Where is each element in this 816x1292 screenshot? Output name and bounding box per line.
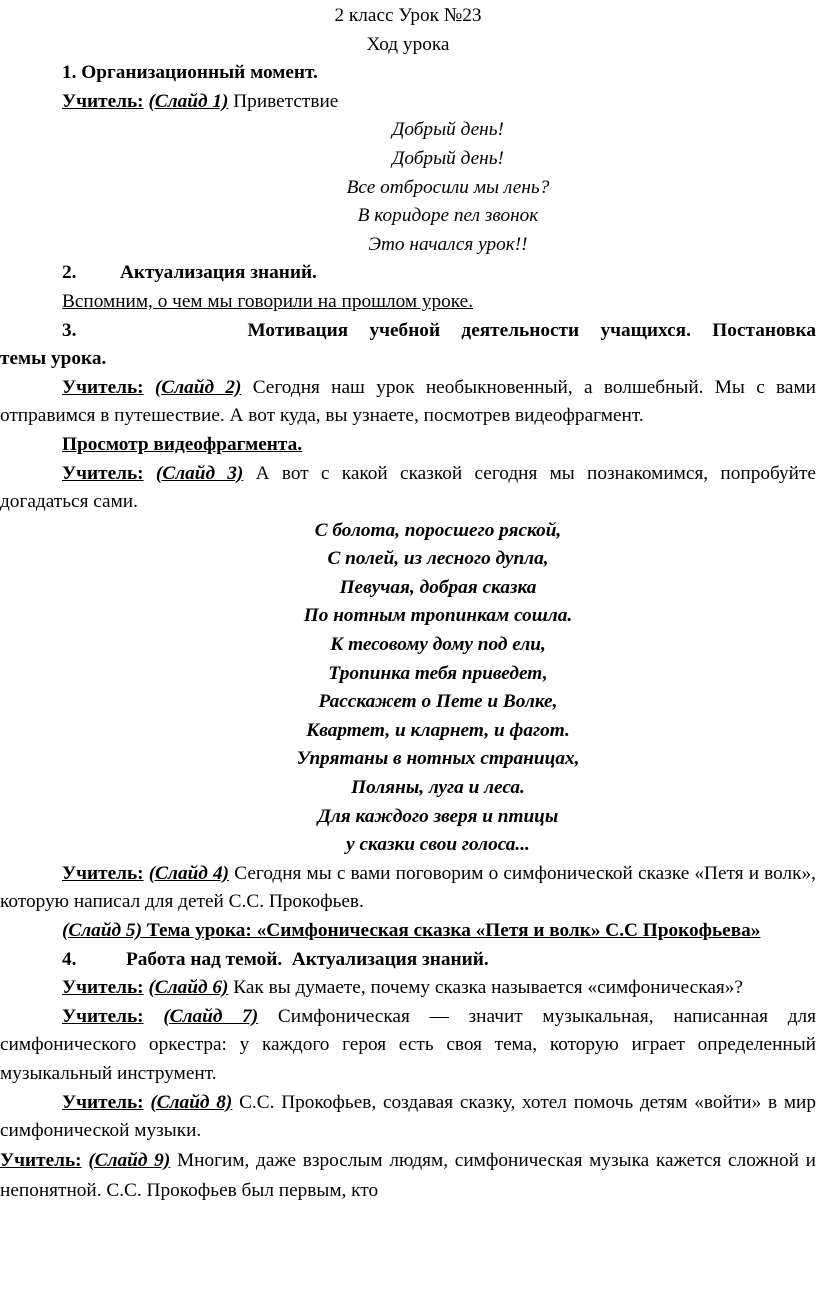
paragraph-slide-2 [0,374,816,431]
teacher-label: Учитель: [62,1005,144,1027]
poem-line: Певучая, добрая сказка [339,576,537,598]
poem-line: Расскажет о Пете и Волке, [318,691,558,713]
document-title: 2 класс Урок №23 [334,5,482,26]
section-3-heading-line2: темы урока. [0,348,107,370]
poem-line: С полей, из лесного дупла, [327,548,549,570]
slide-ref: (Слайд 5) [62,920,142,941]
section-4-number: 4. [62,948,77,970]
section-1-number: 1. [62,62,77,84]
paragraph-slide-3 [0,460,816,517]
paragraph-text: Симфоническая — значит музыкальная, написанная для симфонического оркестра: у каждого героя есть своя тема, которую играет определенный музыкальный инструмент. [0,1005,816,1084]
slide-ref: (Слайд 9) [88,1149,171,1171]
paragraph-slide-1 [0,88,816,117]
poem-line: По нотным тропинкам сошла. [303,605,573,627]
section-4-heading [0,946,816,975]
paragraph-slide-6 [0,974,816,1003]
underlined-line: Вспомним, о чем мы говорили на прошлом уроке. [62,290,474,312]
slide-ref: (Слайд 4) [148,862,230,884]
paragraph-text: Многим, даже взрослым людям, симфоническая музыка кажется сложной и непонятной. С.С. Прокофьев был первым, кто [0,1149,816,1201]
paragraph-slide-5 [0,917,816,946]
paragraph-text: Как вы думаете, почему сказка называется «симфоническая»? [228,977,743,999]
section-4-title: Работа над темой. Актуализация знаний. [126,948,489,970]
section-2-title: Актуализация знаний. [120,262,317,284]
lesson-topic: Тема урока: «Симфоническая сказка «Петя и волк» С.С Прокофьева» [142,920,761,941]
paragraph-text: Сегодня наш урок необыкновенный, а волшебный. Мы с вами отправимся в путешествие. А вот куда, вы узнаете, посмотрев видеофрагмент. [0,376,816,427]
section-2-text [0,288,816,317]
slide-ref: (Слайд 3) [155,462,244,484]
poem-line: Добрый день! [392,147,504,169]
paragraph-slide-7 [0,1003,816,1089]
poem-line: Квартет, и кларнет, и фагот. [306,719,570,741]
poem-line: Упрятаны в нотных страницах, [296,748,580,770]
riddle-poem [0,517,816,860]
video-heading: Просмотр видеофрагмента. [62,433,303,455]
poem-line: у сказки свои голоса... [346,834,530,856]
slide-ref: (Слайд 7) [163,1005,259,1027]
paragraph-text: А вот с какой сказкой сегодня мы познакомимся, попробуйте догадаться сами. [0,462,816,513]
poem-line: К тесовому дому под ели, [330,634,546,656]
teacher-label: Учитель: [62,376,144,398]
section-3-heading-line1: 3. Мотивация учебной деятельности учащихся. Постановка [62,319,816,341]
teacher-label: Учитель: [62,462,144,484]
slide-ref: (Слайд 8) [150,1091,233,1113]
paragraph-slide-9 [0,1146,816,1206]
section-1-heading [0,59,816,88]
poem-line: Это начался урок!! [368,233,528,255]
paragraph-text: Сегодня мы с вами поговорим о симфонической сказке «Петя и волк», которую написал для детей С.С. Прокофьев. [0,862,816,913]
poem-line: Поляны, луга и леса. [351,777,525,799]
poem-line: В коридоре пел звонок [357,205,539,227]
teacher-label: Учитель: [62,90,144,112]
teacher-label: Учитель: [62,1091,144,1113]
slide-ref: (Слайд 6) [148,977,229,999]
poem-line: Для каждого зверя и птицы [317,805,559,827]
lesson-document [0,2,816,1206]
poem-line: Тропинка тебя приведет, [328,662,548,684]
section-1-title: Организационный момент. [81,62,318,84]
teacher-label: Учитель: [62,977,144,999]
poem-line: С болота, поросшего ряской, [314,519,562,541]
teacher-label: Учитель: [0,1149,82,1171]
slide-ref: (Слайд 2) [154,376,242,398]
document-subtitle: Ход урока [366,33,450,55]
teacher-label: Учитель: [62,862,144,884]
paragraph-slide-4 [0,860,816,917]
poem-line: Все отбросили мы лень? [346,176,550,198]
section-2-number: 2. [62,262,77,284]
greeting-poem [0,116,816,259]
poem-line: Добрый день! [392,119,504,141]
paragraph-slide-8 [0,1089,816,1146]
slide-ref: (Слайд 1) [148,90,229,112]
paragraph-text: Приветствие [228,90,339,112]
paragraph-text: С.С. Прокофьев, создавая сказку, хотел помочь детям «войти» в мир симфонической музыки. [0,1091,816,1142]
section-2-heading [0,259,816,288]
